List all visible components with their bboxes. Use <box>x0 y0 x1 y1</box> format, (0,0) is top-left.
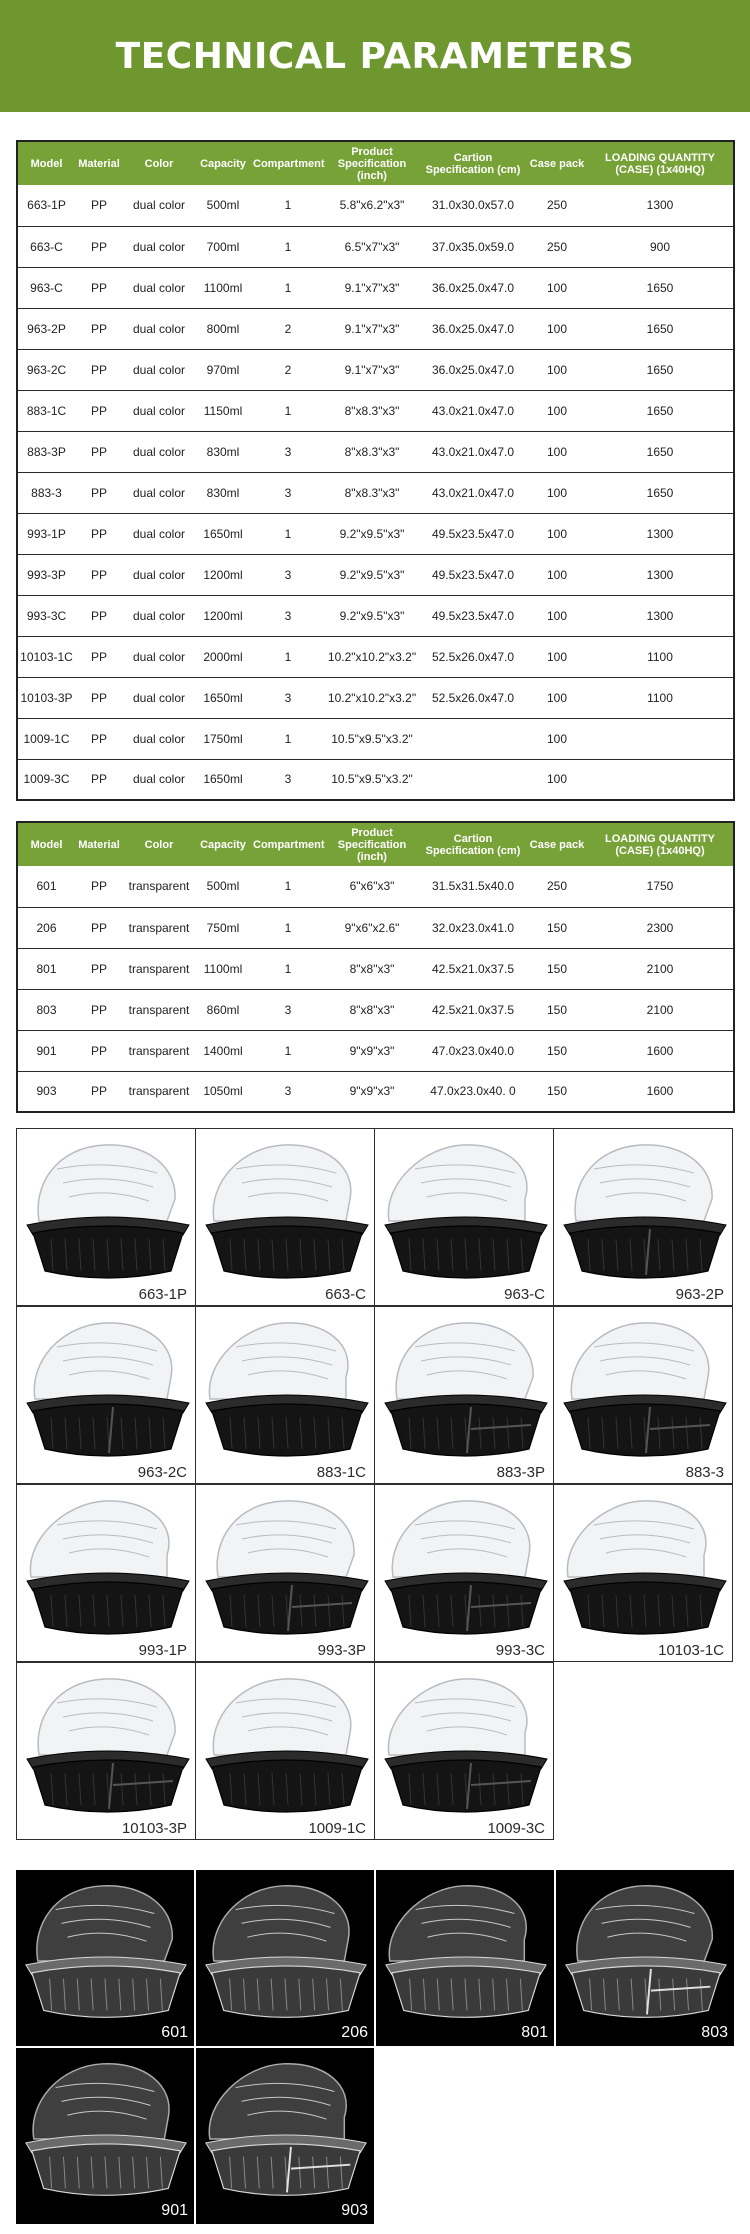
material-cell: PP <box>75 595 123 636</box>
material-cell: PP <box>75 390 123 431</box>
carton-spec-cell: 37.0x35.0x59.0 <box>419 226 527 267</box>
compartment-cell: 1 <box>251 513 325 554</box>
loading-quantity-cell: 1300 <box>587 554 734 595</box>
color-cell: dual color <box>123 513 195 554</box>
product-spec-cell: 10.2"x10.2"x3.2" <box>325 677 419 718</box>
product-spec-cell: 8"x8.3"x3" <box>325 472 419 513</box>
material-cell: PP <box>75 267 123 308</box>
carton-spec-cell: 36.0x25.0x47.0 <box>419 267 527 308</box>
product-tile <box>374 1306 554 1484</box>
food-container-image <box>375 1307 554 1484</box>
color-cell: dual color <box>123 759 195 800</box>
table-row <box>17 677 734 718</box>
table-row <box>17 989 734 1030</box>
product-tile <box>376 1870 554 2046</box>
food-container-image <box>17 1307 196 1484</box>
compartment-cell: 3 <box>251 554 325 595</box>
header-color: Color <box>123 141 195 185</box>
loading-quantity-cell: 900 <box>587 226 734 267</box>
carton-spec-cell: 32.0x23.0x41.0 <box>419 907 527 948</box>
product-tile <box>196 1870 374 2046</box>
product-spec-cell: 8"x8.3"x3" <box>325 390 419 431</box>
food-container-image <box>554 1485 733 1662</box>
case-pack-cell: 100 <box>527 349 587 390</box>
color-cell: dual color <box>123 390 195 431</box>
compartment-cell: 2 <box>251 308 325 349</box>
case-pack-cell: 100 <box>527 677 587 718</box>
carton-spec-cell: 52.5x26.0x47.0 <box>419 677 527 718</box>
food-container-image <box>554 1307 733 1484</box>
carton-spec-cell: 49.5x23.5x47.0 <box>419 554 527 595</box>
food-container-image <box>196 1129 375 1306</box>
food-container-image <box>375 1663 554 1840</box>
material-cell: PP <box>75 759 123 800</box>
carton-spec-cell: 42.5x21.0x37.5 <box>419 948 527 989</box>
product-model-label: 903 <box>341 2202 368 2219</box>
case-pack-cell: 250 <box>546 879 568 894</box>
table-row <box>17 948 734 989</box>
table-row <box>17 226 734 267</box>
capacity-cell: 1400ml <box>195 1030 251 1071</box>
food-container-image <box>17 1663 196 1840</box>
product-spec-cell: 9.2"x9.5"x3" <box>325 595 419 636</box>
capacity-cell: 500ml <box>206 879 240 894</box>
product-spec-cell: 9"x6"x2.6" <box>325 907 419 948</box>
color-cell: transparent <box>123 948 195 989</box>
capacity-cell: 1100ml <box>195 948 251 989</box>
table-row <box>17 431 734 472</box>
product-model-label: 663-1P <box>138 1286 187 1303</box>
product-spec-cell: 5.8"x6.2"x3" <box>339 198 405 213</box>
product-spec-cell: 9.2"x9.5"x3" <box>325 554 419 595</box>
model-cell: 801 <box>17 948 75 989</box>
table-row <box>17 907 734 948</box>
header-capacity: Capacity <box>195 822 251 866</box>
loading-quantity-cell: 1650 <box>587 390 734 431</box>
food-container-image <box>16 2048 194 2224</box>
compartment-cell: 1 <box>251 636 325 677</box>
product-spec-cell: 8"x8"x3" <box>325 948 419 989</box>
product-model-label: 1009-3C <box>487 1820 545 1837</box>
case-pack-cell: 150 <box>527 907 587 948</box>
product-model-label: 963-2P <box>675 1286 724 1303</box>
food-container-image <box>196 1663 375 1840</box>
model-cell: 206 <box>17 907 75 948</box>
carton-spec-cell <box>419 718 527 759</box>
material-cell: PP <box>75 677 123 718</box>
color-cell: transparent <box>128 879 190 894</box>
loading-quantity-cell: 1650 <box>587 349 734 390</box>
product-tile <box>374 1128 554 1306</box>
product-spec-cell: 9"x9"x3" <box>325 1071 419 1112</box>
loading-quantity-cell: 1300 <box>587 513 734 554</box>
header-carton-spec: Cartion Specification (cm) <box>419 141 527 185</box>
capacity-cell: 1150ml <box>195 390 251 431</box>
color-cell: transparent <box>123 907 195 948</box>
product-tile <box>16 1870 194 2046</box>
color-cell: dual color <box>123 308 195 349</box>
loading-quantity-cell: 1650 <box>587 472 734 513</box>
case-pack-cell: 100 <box>527 431 587 472</box>
product-spec-cell: 10.5"x9.5"x3.2" <box>325 718 419 759</box>
carton-spec-cell: 31.0x30.0x57.0 <box>431 198 515 213</box>
capacity-cell: 830ml <box>195 472 251 513</box>
case-pack-cell: 100 <box>527 718 587 759</box>
product-spec-cell: 8"x8.3"x3" <box>325 431 419 472</box>
compartment-cell: 3 <box>251 759 325 800</box>
header-material: Material <box>75 141 123 185</box>
product-tile <box>16 1306 196 1484</box>
model-cell: 1009-1C <box>17 718 75 759</box>
carton-spec-cell: 43.0x21.0x47.0 <box>419 472 527 513</box>
capacity-cell: 1650ml <box>195 513 251 554</box>
spec-table-transparent <box>16 821 735 1113</box>
model-cell: 993-3P <box>17 554 75 595</box>
loading-quantity-cell: 2300 <box>587 907 734 948</box>
food-container-image <box>16 1870 194 2046</box>
table-row <box>17 472 734 513</box>
product-model-label: 883-1C <box>316 1464 366 1481</box>
product-tile <box>556 1870 734 2046</box>
material-cell: PP <box>75 472 123 513</box>
material-cell: PP <box>75 718 123 759</box>
loading-quantity-cell: 1100 <box>587 677 734 718</box>
capacity-cell: 500ml <box>206 198 240 213</box>
model-cell: 903 <box>17 1071 75 1112</box>
food-container-image <box>196 2048 374 2224</box>
food-container-image <box>376 1870 554 2046</box>
banner-title: TECHNICAL PARAMETERS <box>115 35 635 77</box>
model-cell: 601 <box>36 879 57 894</box>
food-container-image <box>375 1129 554 1306</box>
loading-quantity-cell: 1300 <box>587 595 734 636</box>
table-row <box>17 636 734 677</box>
model-cell: 803 <box>17 989 75 1030</box>
model-cell: 10103-3P <box>17 677 75 718</box>
header-case-pack: Case pack <box>527 141 587 185</box>
color-cell: dual color <box>123 554 195 595</box>
material-cell: PP <box>75 1030 123 1071</box>
color-cell: dual color <box>123 349 195 390</box>
product-tile <box>16 2048 194 2224</box>
product-spec-cell: 9.2"x9.5"x3" <box>325 513 419 554</box>
carton-spec-cell: 31.5x31.5x40.0 <box>431 879 515 894</box>
table-row <box>17 390 734 431</box>
compartment-cell: 1 <box>251 226 325 267</box>
table-row <box>17 866 734 907</box>
material-cell: PP <box>75 907 123 948</box>
product-model-label: 1009-1C <box>308 1820 366 1837</box>
table-row <box>17 1030 734 1071</box>
table-row <box>17 349 734 390</box>
carton-spec-cell: 43.0x21.0x47.0 <box>419 431 527 472</box>
carton-spec-cell: 49.5x23.5x47.0 <box>419 513 527 554</box>
compartment-cell: 3 <box>251 472 325 513</box>
table-row <box>17 267 734 308</box>
product-spec-cell: 8"x8"x3" <box>325 989 419 1030</box>
product-tile <box>553 1484 733 1662</box>
case-pack-cell: 150 <box>527 948 587 989</box>
loading-quantity-cell: 1100 <box>587 636 734 677</box>
compartment-cell: 1 <box>251 718 325 759</box>
case-pack-cell: 150 <box>527 989 587 1030</box>
model-cell: 993-3C <box>17 595 75 636</box>
capacity-cell: 800ml <box>195 308 251 349</box>
product-spec-cell: 9.1"x7"x3" <box>325 267 419 308</box>
carton-spec-cell: 47.0x23.0x40. 0 <box>419 1071 527 1112</box>
product-tile <box>195 1128 375 1306</box>
product-model-label: 801 <box>521 2024 548 2041</box>
food-container-image <box>196 1307 375 1484</box>
loading-quantity-cell: 1300 <box>646 198 674 213</box>
product-model-label: 601 <box>161 2024 188 2041</box>
product-model-label: 963-2C <box>137 1464 187 1481</box>
color-cell: transparent <box>123 1071 195 1112</box>
product-tile <box>195 1484 375 1662</box>
case-pack-cell: 100 <box>527 759 587 800</box>
carton-spec-cell: 43.0x21.0x47.0 <box>419 390 527 431</box>
table-row <box>17 185 734 226</box>
carton-spec-cell: 52.5x26.0x47.0 <box>419 636 527 677</box>
model-cell: 993-1P <box>17 513 75 554</box>
food-container-image <box>375 1485 554 1662</box>
capacity-cell: 830ml <box>195 431 251 472</box>
case-pack-cell: 100 <box>527 554 587 595</box>
table-row <box>17 759 734 800</box>
product-tile <box>16 1128 196 1306</box>
compartment-cell: 1 <box>251 267 325 308</box>
compartment-cell: 1 <box>251 907 325 948</box>
capacity-cell: 1100ml <box>195 267 251 308</box>
carton-spec-cell: 42.5x21.0x37.5 <box>419 989 527 1030</box>
model-cell: 963-2P <box>17 308 75 349</box>
compartment-cell: 1 <box>251 390 325 431</box>
product-spec-cell: 10.2"x10.2"x3.2" <box>325 636 419 677</box>
model-cell: 883-3 <box>17 472 75 513</box>
case-pack-cell: 100 <box>527 390 587 431</box>
carton-spec-cell: 47.0x23.0x40.0 <box>419 1030 527 1071</box>
case-pack-cell: 100 <box>527 472 587 513</box>
loading-quantity-cell: 2100 <box>587 989 734 1030</box>
header-compartment: Compartment <box>251 141 325 185</box>
header-model: Model <box>17 141 75 185</box>
model-cell: 1009-3C <box>17 759 75 800</box>
case-pack-cell: 150 <box>527 1071 587 1112</box>
header-product-spec: Product Specification (inch) <box>325 822 419 866</box>
case-pack-cell: 100 <box>527 308 587 349</box>
capacity-cell: 1750ml <box>195 718 251 759</box>
capacity-cell: 970ml <box>195 349 251 390</box>
case-pack-cell: 250 <box>546 198 568 213</box>
case-pack-cell: 100 <box>527 267 587 308</box>
table-header-row <box>17 822 734 866</box>
material-cell: PP <box>75 349 123 390</box>
case-pack-cell: 150 <box>527 1030 587 1071</box>
model-cell: 663-1P <box>27 198 66 213</box>
product-spec-cell: 9.1"x7"x3" <box>325 349 419 390</box>
product-model-label: 963-C <box>504 1286 545 1303</box>
table-row <box>17 718 734 759</box>
food-container-image <box>17 1485 196 1662</box>
carton-spec-cell: 36.0x25.0x47.0 <box>419 349 527 390</box>
carton-spec-cell <box>419 759 527 800</box>
color-cell: dual color <box>123 636 195 677</box>
product-spec-cell: 9"x9"x3" <box>325 1030 419 1071</box>
page-banner <box>0 0 750 112</box>
product-tile <box>374 1484 554 1662</box>
loading-quantity-cell: 1750 <box>646 879 674 894</box>
product-model-label: 883-3P <box>496 1464 545 1481</box>
header-product-spec: Product Specification (inch) <box>325 141 419 185</box>
capacity-cell: 1650ml <box>195 677 251 718</box>
header-color: Color <box>123 822 195 866</box>
food-container-image <box>556 1870 734 2046</box>
compartment-cell: 3 <box>251 595 325 636</box>
header-compartment: Compartment <box>251 822 325 866</box>
case-pack-cell: 100 <box>527 636 587 677</box>
compartment-cell: 1 <box>284 879 292 894</box>
loading-quantity-cell <box>587 759 734 800</box>
header-material: Material <box>75 822 123 866</box>
table-row <box>17 308 734 349</box>
table-header-row <box>17 141 734 185</box>
color-cell: dual color <box>123 431 195 472</box>
loading-quantity-cell: 1600 <box>587 1071 734 1112</box>
capacity-cell: 860ml <box>195 989 251 1030</box>
product-model-label: 206 <box>341 2024 368 2041</box>
product-tile <box>553 1306 733 1484</box>
product-tile <box>16 1484 196 1662</box>
product-spec-cell: 9.1"x7"x3" <box>325 308 419 349</box>
capacity-cell: 1050ml <box>195 1071 251 1112</box>
product-tile <box>553 1128 733 1306</box>
case-pack-cell: 250 <box>527 226 587 267</box>
product-model-label: 803 <box>701 2024 728 2041</box>
product-tile <box>195 1662 375 1840</box>
material-cell: PP <box>75 1071 123 1112</box>
model-cell: 663-C <box>17 226 75 267</box>
material-cell: PP <box>75 513 123 554</box>
color-cell: dual color <box>123 595 195 636</box>
carton-spec-cell: 49.5x23.5x47.0 <box>419 595 527 636</box>
model-cell: 901 <box>17 1030 75 1071</box>
compartment-cell: 3 <box>251 677 325 718</box>
capacity-cell: 700ml <box>195 226 251 267</box>
table-row <box>17 595 734 636</box>
loading-quantity-cell <box>587 718 734 759</box>
product-model-label: 993-1P <box>138 1642 187 1659</box>
compartment-cell: 1 <box>251 948 325 989</box>
material-cell: PP <box>75 226 123 267</box>
food-container-image <box>554 1129 733 1306</box>
color-cell: transparent <box>123 989 195 1030</box>
capacity-cell: 750ml <box>195 907 251 948</box>
product-tile <box>374 1662 554 1840</box>
product-model-label: 901 <box>161 2202 188 2219</box>
model-cell: 883-3P <box>17 431 75 472</box>
product-model-label: 993-3C <box>495 1642 545 1659</box>
product-model-label: 663-C <box>325 1286 366 1303</box>
color-cell: dual color <box>123 226 195 267</box>
color-cell: dual color <box>123 267 195 308</box>
product-tile <box>195 1306 375 1484</box>
color-cell: dual color <box>123 718 195 759</box>
header-carton-spec: Cartion Specification (cm) <box>419 822 527 866</box>
product-model-label: 10103-3P <box>121 1820 187 1837</box>
compartment-cell: 1 <box>251 1030 325 1071</box>
compartment-cell: 3 <box>251 989 325 1030</box>
capacity-cell: 1200ml <box>195 595 251 636</box>
table-row <box>17 1071 734 1112</box>
product-spec-cell: 10.5"x9.5"x3.2" <box>325 759 419 800</box>
color-cell: dual color <box>123 677 195 718</box>
model-cell: 963-C <box>17 267 75 308</box>
capacity-cell: 1200ml <box>195 554 251 595</box>
material-cell: PP <box>75 308 123 349</box>
spec-table-dual-color <box>16 140 735 801</box>
compartment-cell: 2 <box>251 349 325 390</box>
food-container-image <box>196 1870 374 2046</box>
model-cell: 10103-1C <box>17 636 75 677</box>
product-tile <box>196 2048 374 2224</box>
product-model-label: 10103-1C <box>658 1642 724 1659</box>
material-cell: PP <box>75 431 123 472</box>
case-pack-cell: 100 <box>527 513 587 554</box>
loading-quantity-cell: 1650 <box>587 431 734 472</box>
color-cell: transparent <box>123 1030 195 1071</box>
material-cell: PP <box>90 879 107 894</box>
header-model: Model <box>17 822 75 866</box>
compartment-cell: 3 <box>251 431 325 472</box>
header-loading-quantity: LOADING QUANTITY (CASE) (1x40HQ) <box>587 141 734 185</box>
product-tile <box>16 1662 196 1840</box>
header-loading-quantity: LOADING QUANTITY (CASE) (1x40HQ) <box>587 822 734 866</box>
product-model-label: 993-3P <box>317 1642 366 1659</box>
model-cell: 963-2C <box>17 349 75 390</box>
loading-quantity-cell: 2100 <box>587 948 734 989</box>
material-cell: PP <box>75 636 123 677</box>
capacity-cell: 2000ml <box>195 636 251 677</box>
product-spec-cell: 6.5"x7"x3" <box>325 226 419 267</box>
product-model-label: 883-3 <box>685 1464 724 1481</box>
loading-quantity-cell: 1650 <box>587 267 734 308</box>
loading-quantity-cell: 1600 <box>587 1030 734 1071</box>
material-cell: PP <box>75 554 123 595</box>
color-cell: dual color <box>132 198 186 213</box>
compartment-cell: 1 <box>284 198 292 213</box>
food-container-image <box>196 1485 375 1662</box>
food-container-image <box>17 1129 196 1306</box>
table-row <box>17 513 734 554</box>
case-pack-cell: 100 <box>527 595 587 636</box>
loading-quantity-cell: 1650 <box>587 308 734 349</box>
header-case-pack: Case pack <box>527 822 587 866</box>
table-row <box>17 554 734 595</box>
material-cell: PP <box>90 198 107 213</box>
material-cell: PP <box>75 948 123 989</box>
capacity-cell: 1650ml <box>195 759 251 800</box>
color-cell: dual color <box>123 472 195 513</box>
header-capacity: Capacity <box>195 141 251 185</box>
carton-spec-cell: 36.0x25.0x47.0 <box>419 308 527 349</box>
model-cell: 883-1C <box>17 390 75 431</box>
compartment-cell: 3 <box>251 1071 325 1112</box>
material-cell: PP <box>75 989 123 1030</box>
product-spec-cell: 6"x6"x3" <box>349 879 395 894</box>
